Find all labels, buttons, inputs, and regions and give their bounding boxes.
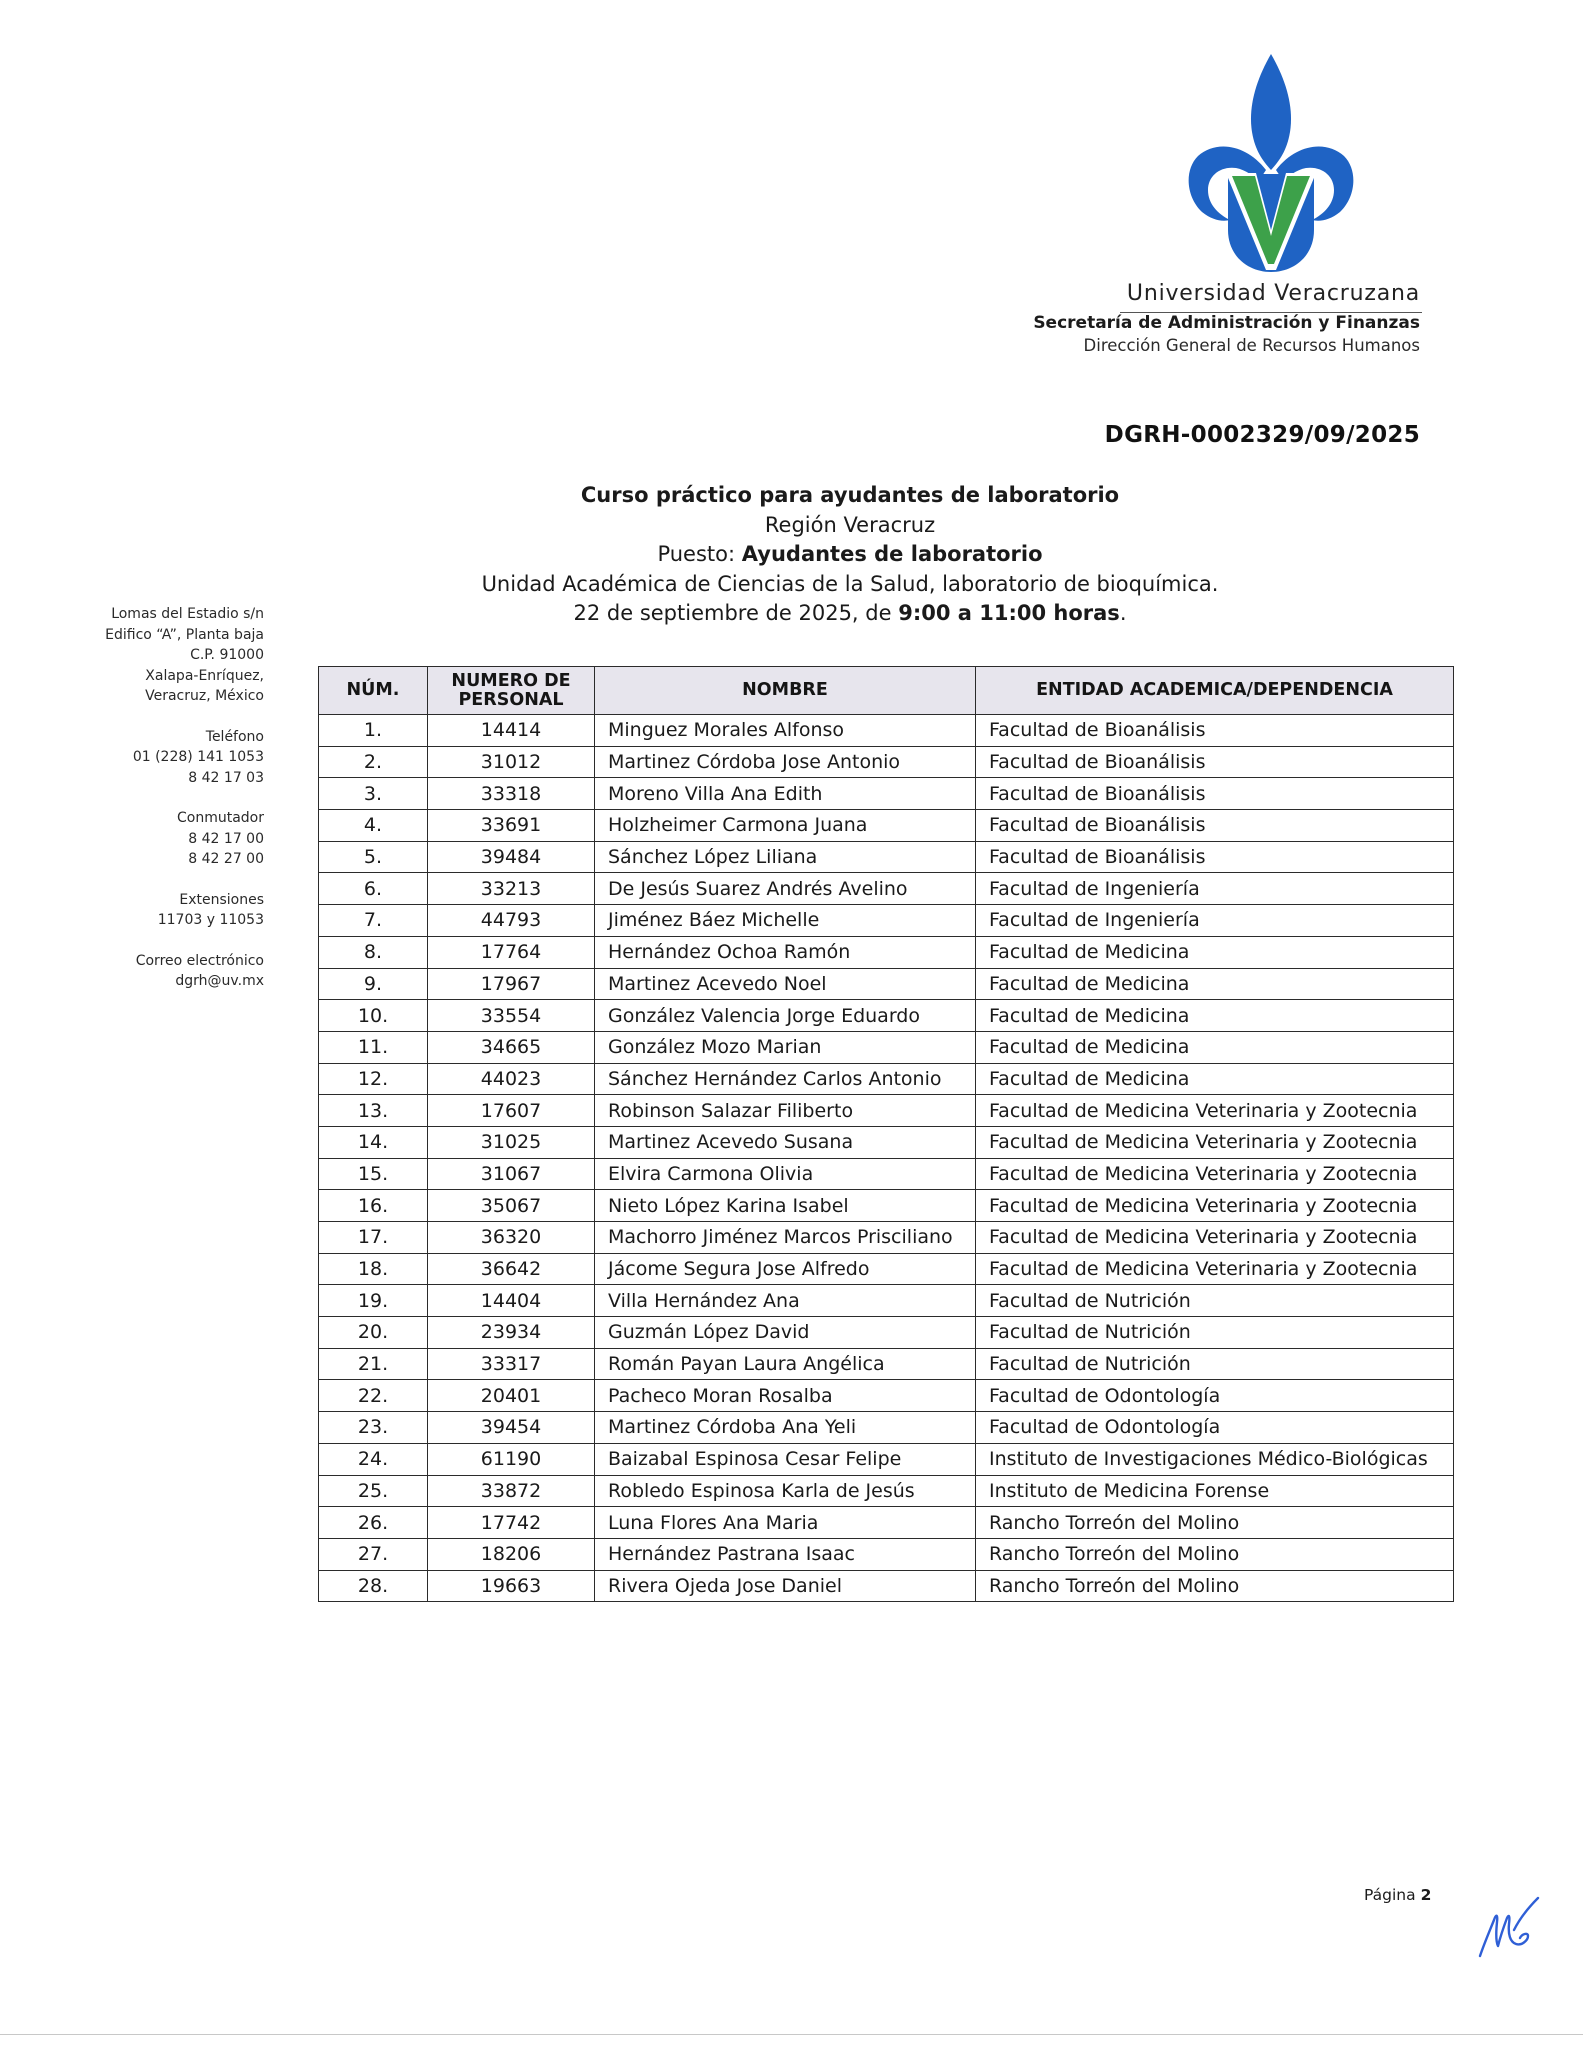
numero-personal-cell: 19663 bbox=[428, 1570, 595, 1602]
nombre-cell: Román Payan Laura Angélica bbox=[595, 1348, 976, 1380]
entidad-cell: Facultad de Bioanálisis bbox=[976, 746, 1454, 778]
conmutador-number: 8 42 17 00 bbox=[188, 830, 264, 847]
nombre-cell: Martinez Córdoba Jose Antonio bbox=[595, 746, 976, 778]
entidad-cell: Facultad de Medicina bbox=[976, 968, 1454, 1000]
conmutador-block bbox=[60, 808, 264, 870]
row-num-cell: 20. bbox=[319, 1317, 428, 1349]
correo-block bbox=[60, 951, 264, 992]
secretaria-name: Secretaría de Administración y Finanzas bbox=[1033, 313, 1420, 333]
table-header-row bbox=[319, 667, 1454, 715]
numero-personal-cell: 44023 bbox=[428, 1063, 595, 1095]
table-row bbox=[319, 873, 1454, 905]
table-row bbox=[319, 841, 1454, 873]
nombre-cell: Hernández Pastrana Isaac bbox=[595, 1538, 976, 1570]
row-num-cell: 3. bbox=[319, 778, 428, 810]
numero-personal-cell: 33691 bbox=[428, 810, 595, 842]
numero-personal-cell: 17967 bbox=[428, 968, 595, 1000]
nombre-cell: Minguez Morales Alfonso bbox=[595, 715, 976, 747]
entidad-cell: Facultad de Bioanálisis bbox=[976, 841, 1454, 873]
entidad-cell: Facultad de Medicina Veterinaria y Zootecnia bbox=[976, 1190, 1454, 1222]
table-row bbox=[319, 1158, 1454, 1190]
row-num-cell: 6. bbox=[319, 873, 428, 905]
numero-personal-cell: 39484 bbox=[428, 841, 595, 873]
table-row bbox=[319, 1000, 1454, 1032]
nombre-cell: Rivera Ojeda Jose Daniel bbox=[595, 1570, 976, 1602]
time-range: 9:00 a 11:00 horas bbox=[898, 601, 1120, 625]
numero-personal-cell: 36320 bbox=[428, 1222, 595, 1254]
entidad-cell: Facultad de Bioanálisis bbox=[976, 715, 1454, 747]
row-num-cell: 11. bbox=[319, 1031, 428, 1063]
institution-name: Universidad Veracruzana bbox=[1126, 281, 1420, 306]
page-indicator bbox=[1364, 1886, 1431, 1904]
entidad-cell: Facultad de Ingeniería bbox=[976, 873, 1454, 905]
nombre-cell: Machorro Jiménez Marcos Prisciliano bbox=[595, 1222, 976, 1254]
entidad-cell: Facultad de Medicina Veterinaria y Zootecnia bbox=[976, 1253, 1454, 1285]
numero-personal-cell: 61190 bbox=[428, 1443, 595, 1475]
entidad-cell: Facultad de Medicina Veterinaria y Zootecnia bbox=[976, 1222, 1454, 1254]
entidad-cell: Rancho Torreón del Molino bbox=[976, 1570, 1454, 1602]
document-reference-number: DGRH-0002329/09/2025 bbox=[1104, 422, 1420, 448]
row-num-cell: 15. bbox=[319, 1158, 428, 1190]
table-row bbox=[319, 1253, 1454, 1285]
row-num-cell: 25. bbox=[319, 1475, 428, 1507]
nombre-cell: Luna Flores Ana Maria bbox=[595, 1507, 976, 1539]
row-num-cell: 2. bbox=[319, 746, 428, 778]
nombre-cell: Hernández Ochoa Ramón bbox=[595, 936, 976, 968]
university-logo-icon bbox=[1186, 52, 1356, 274]
numero-personal-cell: 35067 bbox=[428, 1190, 595, 1222]
numero-personal-cell: 17742 bbox=[428, 1507, 595, 1539]
address-line: Edifico “A”, Planta baja bbox=[105, 626, 264, 643]
unidad: Unidad Académica de Ciencias de la Salud, laboratorio de bioquímica. bbox=[481, 571, 1219, 596]
row-num-cell: 4. bbox=[319, 810, 428, 842]
address-line: Xalapa-Enríquez, bbox=[145, 667, 264, 684]
date-suffix: . bbox=[1119, 601, 1127, 625]
date-line bbox=[430, 599, 1270, 629]
course-title: Curso práctico para ayudantes de laboratorio bbox=[580, 483, 1120, 507]
entidad-cell: Facultad de Bioanálisis bbox=[976, 778, 1454, 810]
table-row bbox=[319, 1412, 1454, 1444]
entidad-cell: Facultad de Medicina Veterinaria y Zootecnia bbox=[976, 1126, 1454, 1158]
table-row bbox=[319, 810, 1454, 842]
nombre-cell: Guzmán López David bbox=[595, 1317, 976, 1349]
telefono-block bbox=[60, 727, 264, 789]
entidad-cell: Facultad de Medicina bbox=[976, 1000, 1454, 1032]
participants-table bbox=[318, 666, 1454, 1602]
address-line: C.P. 91000 bbox=[190, 647, 264, 663]
extensiones-value: 11703 y 11053 bbox=[157, 912, 264, 928]
row-num-cell: 26. bbox=[319, 1507, 428, 1539]
numero-personal-cell: 17607 bbox=[428, 1095, 595, 1127]
entidad-cell: Facultad de Bioanálisis bbox=[976, 810, 1454, 842]
numero-personal-cell: 36642 bbox=[428, 1253, 595, 1285]
nombre-cell: Martinez Acevedo Susana bbox=[595, 1126, 976, 1158]
table-row bbox=[319, 905, 1454, 937]
row-num-cell: 7. bbox=[319, 905, 428, 937]
entidad-cell: Facultad de Medicina bbox=[976, 1031, 1454, 1063]
row-num-cell: 10. bbox=[319, 1000, 428, 1032]
conmutador-label: Conmutador bbox=[176, 810, 264, 826]
entidad-cell: Facultad de Odontología bbox=[976, 1412, 1454, 1444]
table-row bbox=[319, 936, 1454, 968]
table-body bbox=[319, 715, 1454, 1602]
nombre-cell: Pacheco Moran Rosalba bbox=[595, 1380, 976, 1412]
date-text: 22 de septiembre de 2025, de bbox=[573, 601, 892, 625]
puesto-value: Ayudantes de laboratorio bbox=[741, 542, 1043, 566]
row-num-cell: 23. bbox=[319, 1412, 428, 1444]
nombre-cell: Martinez Córdoba Ana Yeli bbox=[595, 1412, 976, 1444]
region: Región Veracruz bbox=[764, 512, 936, 537]
page-label: Página bbox=[1364, 1886, 1416, 1904]
numero-personal-cell: 33318 bbox=[428, 778, 595, 810]
table-row bbox=[319, 1538, 1454, 1570]
contact-sidebar bbox=[60, 604, 264, 1012]
extensiones-label: Extensiones bbox=[179, 891, 264, 908]
numero-personal-cell: 31012 bbox=[428, 746, 595, 778]
numero-personal-cell: 18206 bbox=[428, 1538, 595, 1570]
numero-personal-cell: 44793 bbox=[428, 905, 595, 937]
table-row bbox=[319, 1063, 1454, 1095]
row-num-cell: 9. bbox=[319, 968, 428, 1000]
page-number: 2 bbox=[1420, 1886, 1432, 1904]
nombre-cell: Martinez Acevedo Noel bbox=[595, 968, 976, 1000]
nombre-cell: González Mozo Marian bbox=[595, 1031, 976, 1063]
table-row bbox=[319, 715, 1454, 747]
entidad-cell: Facultad de Nutrición bbox=[976, 1348, 1454, 1380]
table-row bbox=[319, 1285, 1454, 1317]
numero-personal-cell: 14414 bbox=[428, 715, 595, 747]
nombre-cell: González Valencia Jorge Eduardo bbox=[595, 1000, 976, 1032]
entidad-cell: Instituto de Investigaciones Médico-Biológicas bbox=[976, 1443, 1454, 1475]
numero-personal-cell: 31067 bbox=[428, 1158, 595, 1190]
row-num-cell: 21. bbox=[319, 1348, 428, 1380]
numero-personal-cell: 33317 bbox=[428, 1348, 595, 1380]
row-num-cell: 14. bbox=[319, 1126, 428, 1158]
column-header-num: NÚM. bbox=[319, 667, 428, 715]
nombre-cell: Robinson Salazar Filiberto bbox=[595, 1095, 976, 1127]
entidad-cell: Rancho Torreón del Molino bbox=[976, 1507, 1454, 1539]
numero-personal-cell: 33213 bbox=[428, 873, 595, 905]
entidad-cell: Instituto de Medicina Forense bbox=[976, 1475, 1454, 1507]
entidad-cell: Facultad de Ingeniería bbox=[976, 905, 1454, 937]
nombre-cell: Jácome Segura Jose Alfredo bbox=[595, 1253, 976, 1285]
nombre-cell: Nieto López Karina Isabel bbox=[595, 1190, 976, 1222]
address-line: Lomas del Estadio s/n bbox=[111, 606, 264, 622]
row-num-cell: 24. bbox=[319, 1443, 428, 1475]
nombre-cell: Sánchez López Liliana bbox=[595, 841, 976, 873]
telefono-label: Teléfono bbox=[205, 728, 264, 745]
numero-personal-cell: 14404 bbox=[428, 1285, 595, 1317]
row-num-cell: 16. bbox=[319, 1190, 428, 1222]
numero-personal-cell: 31025 bbox=[428, 1126, 595, 1158]
table-row bbox=[319, 1348, 1454, 1380]
row-num-cell: 5. bbox=[319, 841, 428, 873]
puesto-label: Puesto: bbox=[657, 542, 736, 566]
column-header-nombre: NOMBRE bbox=[595, 667, 976, 715]
table-row bbox=[319, 1190, 1454, 1222]
correo-label: Correo electrónico bbox=[135, 952, 264, 969]
nombre-cell: Elvira Carmona Olivia bbox=[595, 1158, 976, 1190]
direccion-name: Dirección General de Recursos Humanos bbox=[1083, 336, 1420, 355]
entidad-cell: Facultad de Medicina Veterinaria y Zootecnia bbox=[976, 1095, 1454, 1127]
row-num-cell: 28. bbox=[319, 1570, 428, 1602]
row-num-cell: 27. bbox=[319, 1538, 428, 1570]
nombre-cell: Holzheimer Carmona Juana bbox=[595, 810, 976, 842]
entidad-cell: Facultad de Medicina bbox=[976, 1063, 1454, 1095]
nombre-cell: Moreno Villa Ana Edith bbox=[595, 778, 976, 810]
telefono-number: 8 42 17 03 bbox=[188, 769, 264, 786]
row-num-cell: 8. bbox=[319, 936, 428, 968]
nombre-cell: Robledo Espinosa Karla de Jesús bbox=[595, 1475, 976, 1507]
numero-personal-cell: 23934 bbox=[428, 1317, 595, 1349]
table-row bbox=[319, 1570, 1454, 1602]
numero-personal-cell: 20401 bbox=[428, 1380, 595, 1412]
table-row bbox=[319, 778, 1454, 810]
column-header-entidad: ENTIDAD ACADEMICA/DEPENDENCIA bbox=[976, 667, 1454, 715]
entidad-cell: Facultad de Odontología bbox=[976, 1380, 1454, 1412]
numero-personal-cell: 17764 bbox=[428, 936, 595, 968]
table-row bbox=[319, 1443, 1454, 1475]
table-row bbox=[319, 746, 1454, 778]
table-row bbox=[319, 1095, 1454, 1127]
table-row bbox=[319, 1475, 1454, 1507]
course-title-block bbox=[430, 481, 1270, 629]
entidad-cell: Facultad de Nutrición bbox=[976, 1285, 1454, 1317]
table-row bbox=[319, 968, 1454, 1000]
numero-personal-cell: 33554 bbox=[428, 1000, 595, 1032]
table-row bbox=[319, 1222, 1454, 1254]
nombre-cell: Sánchez Hernández Carlos Antonio bbox=[595, 1063, 976, 1095]
row-num-cell: 12. bbox=[319, 1063, 428, 1095]
scan-edge-line bbox=[0, 2034, 1583, 2035]
entidad-cell: Facultad de Medicina Veterinaria y Zootecnia bbox=[976, 1158, 1454, 1190]
row-num-cell: 22. bbox=[319, 1380, 428, 1412]
entidad-cell: Facultad de Nutrición bbox=[976, 1317, 1454, 1349]
extensiones-block bbox=[60, 890, 264, 931]
nombre-cell: Villa Hernández Ana bbox=[595, 1285, 976, 1317]
numero-personal-cell: 39454 bbox=[428, 1412, 595, 1444]
nombre-cell: Baizabal Espinosa Cesar Felipe bbox=[595, 1443, 976, 1475]
table-row bbox=[319, 1126, 1454, 1158]
numero-personal-cell: 33872 bbox=[428, 1475, 595, 1507]
correo-value: dgrh@uv.mx bbox=[175, 973, 264, 989]
table-row bbox=[319, 1507, 1454, 1539]
numero-personal-cell: 34665 bbox=[428, 1031, 595, 1063]
entidad-cell: Facultad de Medicina bbox=[976, 936, 1454, 968]
nombre-cell: Jiménez Báez Michelle bbox=[595, 905, 976, 937]
row-num-cell: 13. bbox=[319, 1095, 428, 1127]
address-block bbox=[60, 604, 264, 707]
entidad-cell: Rancho Torreón del Molino bbox=[976, 1538, 1454, 1570]
signature-icon bbox=[1474, 1890, 1546, 1962]
row-num-cell: 18. bbox=[319, 1253, 428, 1285]
row-num-cell: 19. bbox=[319, 1285, 428, 1317]
row-num-cell: 1. bbox=[319, 715, 428, 747]
table-row bbox=[319, 1380, 1454, 1412]
conmutador-number: 8 42 27 00 bbox=[188, 851, 264, 867]
table-row bbox=[319, 1031, 1454, 1063]
nombre-cell: De Jesús Suarez Andrés Avelino bbox=[595, 873, 976, 905]
column-header-numero-personal: NUMERO DE PERSONAL bbox=[428, 667, 595, 715]
table-row bbox=[319, 1317, 1454, 1349]
address-line: Veracruz, México bbox=[145, 688, 264, 704]
row-num-cell: 17. bbox=[319, 1222, 428, 1254]
puesto-line bbox=[430, 540, 1270, 570]
telefono-number: 01 (228) 141 1053 bbox=[132, 749, 264, 765]
